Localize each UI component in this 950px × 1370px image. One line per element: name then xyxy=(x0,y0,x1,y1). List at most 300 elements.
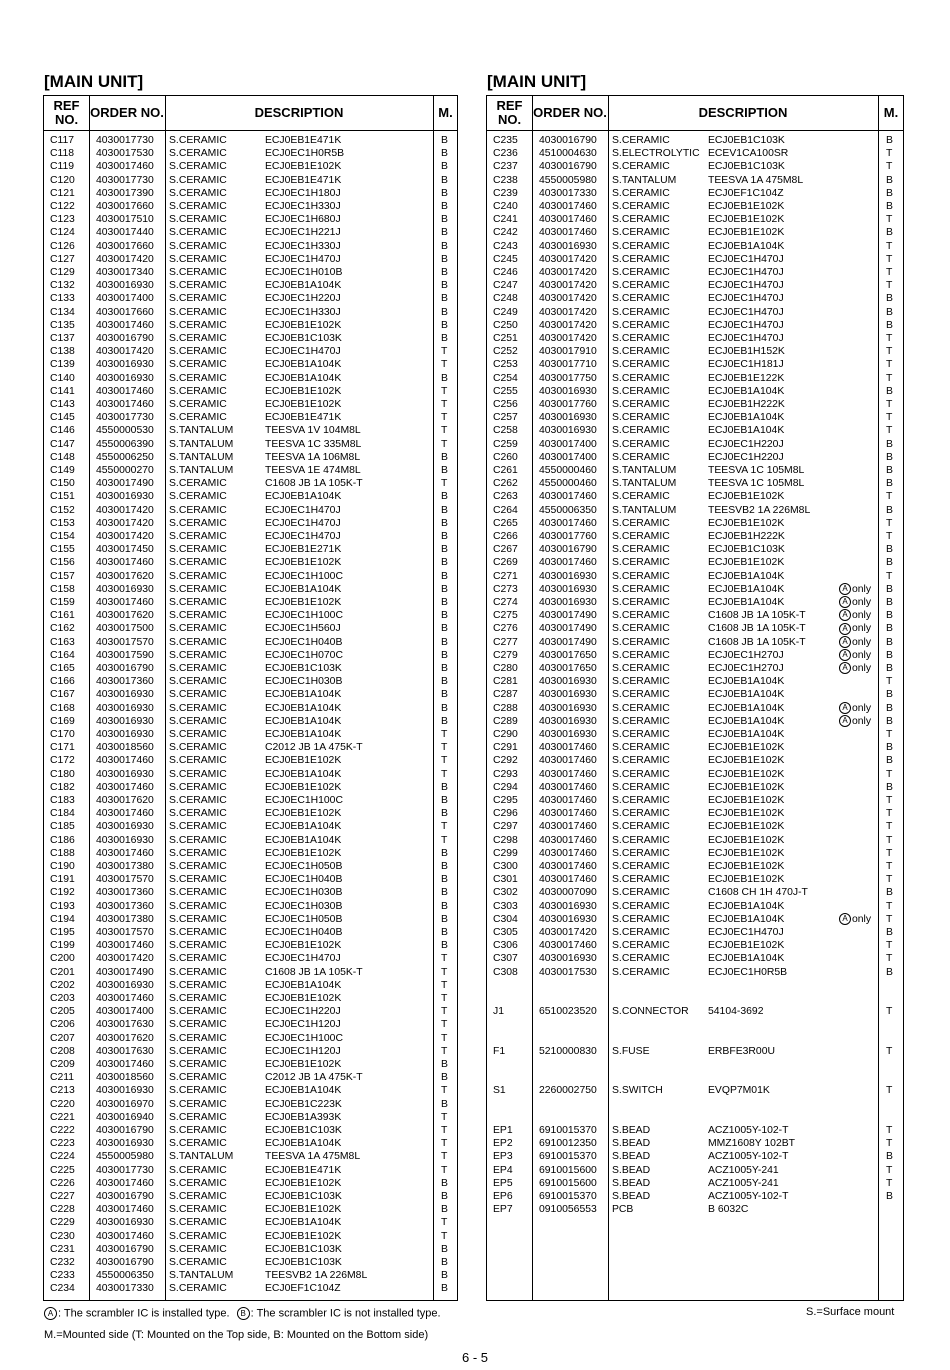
ref-no-cell: C192 xyxy=(50,887,75,899)
table-row xyxy=(44,1071,457,1084)
table-row xyxy=(487,398,903,411)
ref-no-cell: C255 xyxy=(493,385,518,397)
part-number-cell: ECJ0EB1A104K xyxy=(708,570,785,582)
table-row xyxy=(44,741,457,754)
ref-no-cell: C221 xyxy=(50,1111,75,1123)
table-row xyxy=(44,966,457,979)
part-number-cell: ECJ0EB1C103K xyxy=(265,663,342,674)
ref-no-cell: C122 xyxy=(50,201,75,212)
ref-no-cell: C302 xyxy=(493,887,518,899)
order-no-cell: 4030017460 xyxy=(539,874,597,886)
ref-no-cell: C258 xyxy=(493,425,518,437)
part-number-cell: ECJ0EB1E102K xyxy=(708,861,785,872)
table-row xyxy=(487,438,903,451)
mounted-side-cell: T xyxy=(886,359,893,371)
ref-no-cell: C240 xyxy=(493,201,518,212)
part-number-cell: ECJ0EB1E102K xyxy=(265,1204,342,1216)
order-no-cell: 4030017490 xyxy=(96,478,154,490)
type-cell: S.ELECTROLYTIC xyxy=(612,148,700,160)
mounted-side-cell: B xyxy=(886,583,893,595)
ref-no-cell: C246 xyxy=(493,267,518,278)
ref-no-cell: C182 xyxy=(50,781,75,793)
ref-no-cell: C299 xyxy=(493,847,518,859)
type-cell: S.CERAMIC xyxy=(612,742,670,754)
type-cell: S.CERAMIC xyxy=(612,729,670,740)
part-number-cell: ECJ0EB1A104K xyxy=(265,1217,342,1229)
table-row xyxy=(487,451,903,464)
mounted-side-cell: B xyxy=(441,689,448,701)
order-no-cell: 4030016790 xyxy=(96,1191,154,1202)
part-number-cell: ECJ0EB1C103K xyxy=(265,1125,342,1136)
order-no-cell: 4030017420 xyxy=(539,333,597,344)
part-number-cell: ECJ0EC1H470J xyxy=(708,319,784,331)
type-cell: S.CERAMIC xyxy=(169,412,227,424)
order-no-cell: 6910015370 xyxy=(539,1151,597,1163)
table-row xyxy=(44,583,457,596)
part-number-cell: ECJ0EB1C103K xyxy=(265,333,342,344)
ref-no-cell: C222 xyxy=(50,1125,75,1136)
ref-no-cell: C290 xyxy=(493,729,518,740)
mounted-side-cell: B xyxy=(441,1243,448,1255)
ref-no-cell: C292 xyxy=(493,755,518,767)
part-number-cell: ECJ0EB1E102K xyxy=(708,742,785,754)
ref-no-cell: C294 xyxy=(493,781,518,793)
table-row xyxy=(44,992,457,1005)
order-no-cell: 4030017710 xyxy=(539,359,597,371)
part-number-cell: ECJ0EC1H330J xyxy=(265,201,341,212)
table-row xyxy=(487,1203,903,1216)
ref-no-cell: C155 xyxy=(50,544,75,556)
order-no-cell: 4030017460 xyxy=(539,755,597,767)
ref-no-cell: C195 xyxy=(50,927,75,938)
ref-no-cell: EP1 xyxy=(493,1125,513,1136)
order-no-cell: 4030017450 xyxy=(96,544,154,556)
ref-no-cell: C183 xyxy=(50,795,75,806)
order-no-cell: 4030017660 xyxy=(96,306,154,318)
order-no-cell: 4030017910 xyxy=(539,346,597,358)
part-number-cell: ECJ0EB1E102K xyxy=(265,597,342,608)
mounted-side-cell: T xyxy=(886,676,893,688)
type-cell: S.CERAMIC xyxy=(612,227,670,239)
mounted-side-cell: B xyxy=(441,504,448,516)
table-row xyxy=(487,147,903,160)
part-number-cell: ECJ0EC1H470J xyxy=(708,306,784,318)
part-number-cell: ECJ0EB1E102K xyxy=(265,808,342,820)
part-number-cell: ECJ0EB1E102K xyxy=(265,385,342,397)
table-row xyxy=(487,477,903,490)
ref-no-cell: C171 xyxy=(50,742,75,754)
part-number-cell: ECJ0EC1H470J xyxy=(708,293,784,305)
order-no-cell: 4030017730 xyxy=(96,174,154,186)
table-row xyxy=(44,1190,457,1203)
table-row xyxy=(44,675,457,688)
installed-type-label: only xyxy=(852,715,872,727)
mounted-side-cell: B xyxy=(886,135,893,146)
order-no-cell: 4030017460 xyxy=(96,940,154,952)
type-cell: S.CERAMIC xyxy=(612,253,670,265)
type-cell: S.CERAMIC xyxy=(169,280,227,292)
mounted-side-cell: B xyxy=(886,623,893,635)
part-number-cell: ECJ0EB1E471K xyxy=(265,174,342,186)
page-number: 6 - 5 xyxy=(461,1350,488,1365)
ref-no-cell: C152 xyxy=(50,504,75,516)
table-row xyxy=(487,807,903,820)
table-row xyxy=(44,1269,457,1282)
ref-no-cell: C162 xyxy=(50,623,75,635)
type-cell: S.CERAMIC xyxy=(169,953,227,965)
mounted-side-cell: B xyxy=(441,1204,448,1216)
table-row xyxy=(487,385,903,398)
installed-type-label: only xyxy=(852,623,872,635)
mounted-side-cell: B xyxy=(886,465,893,476)
mounted-side-cell: T xyxy=(886,517,893,529)
table-row xyxy=(487,530,903,543)
mounted-side-cell: B xyxy=(441,927,448,938)
ref-no-cell: C253 xyxy=(493,359,518,371)
type-cell: S.CERAMIC xyxy=(612,583,670,595)
type-cell: S.CERAMIC xyxy=(169,583,227,595)
ref-no-cell: C213 xyxy=(50,1085,75,1097)
part-number-cell: ECJ0EC1H270J xyxy=(708,663,784,674)
part-number-cell: ECJ0EB1E102K xyxy=(265,781,342,793)
mounted-side-cell: B xyxy=(886,742,893,754)
order-no-cell: 4030017420 xyxy=(539,267,597,278)
table-row xyxy=(44,926,457,939)
type-cell: S.FUSE xyxy=(612,1045,650,1057)
type-cell: S.SWITCH xyxy=(612,1085,663,1097)
mounted-side-cell: T xyxy=(886,148,893,160)
ref-no-cell: C239 xyxy=(493,187,518,199)
table-row xyxy=(487,160,903,173)
mounted-side-cell: T xyxy=(886,808,893,820)
table-row xyxy=(44,187,457,200)
part-number-cell: ECJ0EB1A104K xyxy=(265,834,342,846)
mounted-side-cell: B xyxy=(441,1270,448,1282)
part-number-cell: ECJ0EB1A104K xyxy=(708,702,785,714)
type-cell: S.CERAMIC xyxy=(169,517,227,529)
part-number-cell: ECJ0EB1A104K xyxy=(265,1085,342,1097)
table-row xyxy=(487,979,903,992)
table-row xyxy=(487,649,903,662)
table-row xyxy=(44,622,457,635)
ref-no-cell: C296 xyxy=(493,808,518,820)
installed-type-cell xyxy=(839,583,871,596)
mounted-side-cell: T xyxy=(441,425,448,437)
mounted-side-cell: B xyxy=(441,900,448,912)
mounted-side-cell: B xyxy=(441,887,448,899)
part-number-cell: ECJ0EB1A104K xyxy=(265,359,342,371)
ref-no-cell: C274 xyxy=(493,597,518,608)
order-no-cell: 4030016930 xyxy=(96,768,154,780)
ref-no-cell: C238 xyxy=(493,174,518,186)
table-row xyxy=(487,556,903,569)
order-no-cell: 4030016790 xyxy=(539,544,597,556)
type-cell: S.BEAD xyxy=(612,1138,651,1150)
table-row xyxy=(44,490,457,503)
part-number-cell: C2012 JB 1A 475K-T xyxy=(265,1072,363,1084)
type-cell: S.CERAMIC xyxy=(612,940,670,952)
mounted-side-cell: B xyxy=(886,689,893,701)
table-row xyxy=(44,794,457,807)
mounted-side-cell: B xyxy=(886,636,893,648)
ref-no-cell: C185 xyxy=(50,821,75,833)
mounted-side-cell: B xyxy=(441,253,448,265)
table-row xyxy=(44,451,457,464)
ref-no-cell: C228 xyxy=(50,1204,75,1216)
circled-a-icon: A xyxy=(839,583,851,595)
part-number-cell: C1608 JB 1A 105K-T xyxy=(708,610,806,622)
table-row xyxy=(44,979,457,992)
type-cell: S.CERAMIC xyxy=(612,623,670,635)
type-cell: S.CERAMIC xyxy=(612,280,670,292)
order-no-cell: 4030016930 xyxy=(96,979,154,991)
type-cell: S.CERAMIC xyxy=(612,702,670,714)
table-row xyxy=(487,794,903,807)
mounted-side-cell: T xyxy=(886,425,893,437)
ref-no-cell: C169 xyxy=(50,715,75,727)
table-row xyxy=(487,781,903,794)
ref-no-cell: C220 xyxy=(50,1098,75,1110)
order-no-cell: 4550006390 xyxy=(96,438,154,450)
type-cell: S.CERAMIC xyxy=(169,346,227,358)
ref-no-cell: EP7 xyxy=(493,1204,513,1216)
order-no-cell: 4030017460 xyxy=(539,834,597,846)
order-no-cell: 4030017570 xyxy=(96,636,154,648)
type-cell: S.CERAMIC xyxy=(169,663,227,674)
mounted-side-cell: B xyxy=(441,1059,448,1070)
mounted-side-cell: T xyxy=(886,1138,893,1150)
mounted-side-cell: T xyxy=(441,1085,448,1097)
mounted-side-cell: T xyxy=(441,1045,448,1057)
table-row xyxy=(487,754,903,767)
order-no-cell: 4030017420 xyxy=(539,927,597,938)
part-number-cell: ECJ0EB1E102K xyxy=(265,993,342,1004)
mounted-side-cell: T xyxy=(441,1006,448,1018)
part-number-cell: ECJ0EB1E102K xyxy=(708,940,785,952)
part-number-cell: ECJ0EC1H470J xyxy=(265,531,341,542)
circled-a-icon: A xyxy=(839,649,851,661)
mounted-side-cell: B xyxy=(441,174,448,186)
mounted-side-cell: B xyxy=(441,1098,448,1110)
ref-no-cell: C308 xyxy=(493,966,518,978)
table-row xyxy=(487,715,903,728)
order-no-cell: 4030017460 xyxy=(96,1177,154,1189)
table-row xyxy=(487,966,903,979)
table-row xyxy=(487,728,903,741)
scrambler-footnote xyxy=(44,1307,441,1320)
mounted-side-cell: B xyxy=(441,913,448,925)
type-cell: S.CERAMIC xyxy=(169,333,227,344)
circled-a-icon: A xyxy=(44,1307,57,1320)
part-number-cell: ECJ0EC1H030B xyxy=(265,900,343,912)
mounted-side-cell: T xyxy=(441,834,448,846)
part-number-cell: TEESVA 1A 475M8L xyxy=(708,174,804,186)
part-number-cell: ECJ0EB1A104K xyxy=(265,729,342,740)
order-no-cell: 4030017360 xyxy=(96,676,154,688)
right-parts-table xyxy=(486,95,904,1301)
mounted-side-cell: B xyxy=(441,663,448,674)
table-row xyxy=(487,279,903,292)
type-cell: S.CERAMIC xyxy=(612,293,670,305)
mounted-side-cell: T xyxy=(441,755,448,767)
type-cell: S.BEAD xyxy=(612,1164,651,1176)
type-cell: S.CERAMIC xyxy=(169,887,227,899)
mounted-side-cell: T xyxy=(441,1138,448,1150)
ref-no-cell: C227 xyxy=(50,1191,75,1202)
ref-no-cell: C129 xyxy=(50,267,75,278)
order-no-cell: 4030017420 xyxy=(539,253,597,265)
ref-no-cell: C230 xyxy=(50,1230,75,1242)
mounted-side-cell: T xyxy=(441,742,448,754)
type-cell: S.CERAMIC xyxy=(169,715,227,727)
table-row xyxy=(44,530,457,543)
order-no-cell: 4030017330 xyxy=(539,187,597,199)
table-row xyxy=(487,688,903,701)
type-cell: S.CERAMIC xyxy=(612,161,670,173)
type-cell: S.TANTALUM xyxy=(612,504,677,516)
order-no-cell: 4030017420 xyxy=(539,319,597,331)
order-no-cell: 4030017460 xyxy=(96,1204,154,1216)
order-no-cell: 4030017760 xyxy=(539,531,597,542)
part-number-cell: ECJ0EB1E102K xyxy=(265,557,342,569)
order-no-cell: 4030016790 xyxy=(96,1243,154,1255)
mounted-side-cell: B xyxy=(886,319,893,331)
part-number-cell: ECJ0EC1H470J xyxy=(265,253,341,265)
mounted-side-cell: B xyxy=(441,649,448,661)
table-row xyxy=(44,438,457,451)
part-number-cell: ECJ0EB1E271K xyxy=(265,544,342,556)
ref-no-header: REF NO. xyxy=(53,98,80,127)
table-row xyxy=(44,1256,457,1269)
installed-type-label: only xyxy=(852,649,872,661)
order-no-cell: 4550006350 xyxy=(96,1270,154,1282)
table-row xyxy=(44,398,457,411)
ref-no-cell: C232 xyxy=(50,1257,75,1268)
ref-no-cell: C133 xyxy=(50,293,75,305)
ref-no-cell: C287 xyxy=(493,689,518,701)
ref-no-cell: C300 xyxy=(493,861,518,872)
order-no-cell: 4030017460 xyxy=(539,821,597,833)
type-cell: S.CERAMIC xyxy=(612,821,670,833)
ref-no-cell: C226 xyxy=(50,1177,75,1189)
mounted-side-cell: T xyxy=(886,847,893,859)
mounted-side-cell: T xyxy=(886,874,893,886)
order-no-cell: 4030016790 xyxy=(96,1125,154,1136)
ref-no-cell: C121 xyxy=(50,187,75,199)
ref-no-cell: C166 xyxy=(50,676,75,688)
type-cell: S.CERAMIC xyxy=(169,623,227,635)
part-number-cell: ECJ0EC1H470J xyxy=(265,517,341,529)
type-cell: S.CERAMIC xyxy=(169,253,227,265)
table-row xyxy=(44,1018,457,1031)
type-cell: S.CERAMIC xyxy=(169,1257,227,1268)
right-table-header xyxy=(487,96,903,131)
type-cell: S.CERAMIC xyxy=(612,768,670,780)
order-no-cell: 4030017330 xyxy=(96,1283,154,1295)
mounted-side-cell: T xyxy=(886,372,893,384)
part-number-cell: TEESVA 1C 105M8L xyxy=(708,478,805,490)
table-row xyxy=(44,1084,457,1097)
mounted-side-cell: T xyxy=(886,795,893,806)
mounted-side-cell: T xyxy=(886,834,893,846)
ref-no-cell: C233 xyxy=(50,1270,75,1282)
table-row xyxy=(44,662,457,675)
table-row xyxy=(44,1058,457,1071)
mounted-side-cell: T xyxy=(441,1032,448,1044)
table-row xyxy=(44,1177,457,1190)
ref-no-cell: C281 xyxy=(493,676,518,688)
table-row xyxy=(487,1005,903,1018)
table-row xyxy=(44,873,457,886)
part-number-cell: ECJ0EC1H220J xyxy=(265,1006,341,1018)
table-row xyxy=(44,609,457,622)
mounted-side-cell: T xyxy=(441,359,448,371)
mounted-side-cell: T xyxy=(886,940,893,952)
type-cell: S.CERAMIC xyxy=(169,847,227,859)
type-cell: S.CERAMIC xyxy=(612,913,670,925)
installed-type-cell xyxy=(839,622,871,635)
ref-no-cell: C207 xyxy=(50,1032,75,1044)
order-no-cell: 4030017630 xyxy=(96,1019,154,1031)
part-number-cell: ECJ0EB1E102K xyxy=(708,874,785,886)
part-number-cell: ECJ0EC1H221J xyxy=(265,227,341,239)
mounted-side-cell: B xyxy=(441,610,448,622)
mounted-side-cell: B xyxy=(441,808,448,820)
table-row xyxy=(487,1032,903,1045)
type-cell: S.CERAMIC xyxy=(612,214,670,226)
table-row xyxy=(44,570,457,583)
mounted-side-cell: B xyxy=(441,1257,448,1268)
mounted-side-cell: B xyxy=(886,438,893,450)
part-number-cell: ECJ0EC1H050B xyxy=(265,861,343,872)
order-no-cell: 4030016930 xyxy=(539,570,597,582)
ref-no-cell: C206 xyxy=(50,1019,75,1031)
ref-no-header: REF NO. xyxy=(496,98,523,127)
table-row xyxy=(487,1058,903,1071)
part-number-cell: 54104-3692 xyxy=(708,1006,764,1018)
ref-no-cell: C123 xyxy=(50,214,75,226)
type-cell: S.CERAMIC xyxy=(612,861,670,872)
table-row xyxy=(487,834,903,847)
part-number-cell: TEESVA 1V 104M8L xyxy=(265,425,361,437)
table-row xyxy=(44,649,457,662)
mounted-side-cell: B xyxy=(441,161,448,173)
mounted-side-cell: B xyxy=(886,610,893,622)
order-no-cell: 4030017380 xyxy=(96,913,154,925)
mounted-side-cell: T xyxy=(886,570,893,582)
ref-no-cell: C305 xyxy=(493,927,518,938)
mounted-side-cell: B xyxy=(441,623,448,635)
table-row xyxy=(44,688,457,701)
ref-no-cell: C293 xyxy=(493,768,518,780)
ref-no-cell: C143 xyxy=(50,399,75,410)
mounted-side-cell: B xyxy=(886,966,893,978)
type-cell: S.CERAMIC xyxy=(169,319,227,331)
ref-no-cell: EP2 xyxy=(493,1138,513,1150)
table-row xyxy=(487,939,903,952)
mounted-side-cell: T xyxy=(441,953,448,965)
part-number-cell: ECJ0EB1E102K xyxy=(265,755,342,767)
ref-no-cell: C164 xyxy=(50,649,75,661)
order-no-cell: 4030017760 xyxy=(539,399,597,410)
part-number-cell: ECJ0EB1C103K xyxy=(708,544,785,556)
table-row xyxy=(487,543,903,556)
type-cell: S.CERAMIC xyxy=(169,834,227,846)
ref-no-cell: C279 xyxy=(493,649,518,661)
table-row xyxy=(487,596,903,609)
ref-no-cell: C119 xyxy=(50,161,75,173)
part-number-cell: ECJ0EC1H330J xyxy=(265,240,341,252)
